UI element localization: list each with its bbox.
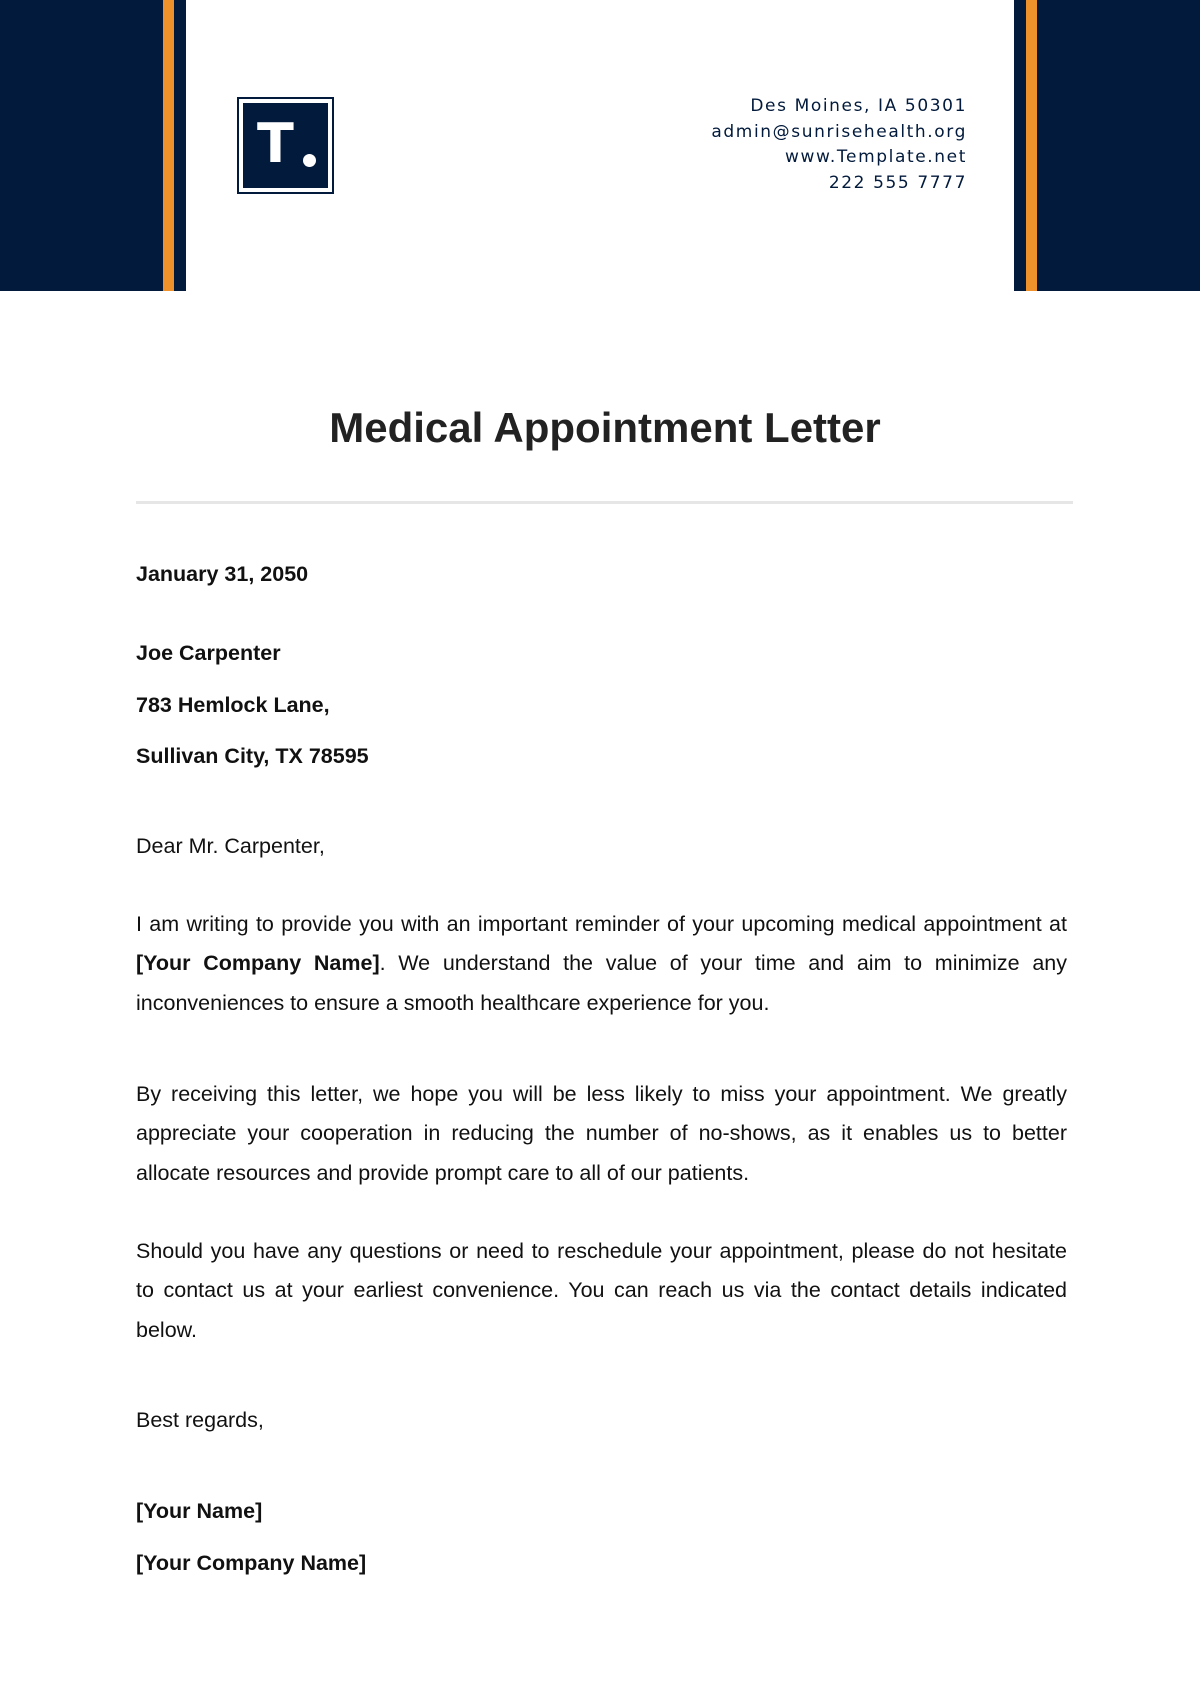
recipient-street: 783 Hemlock Lane, bbox=[136, 693, 330, 717]
contact-email: admin@sunrisehealth.org bbox=[711, 121, 967, 142]
paragraph-1-before: I am writing to provide you with an important reminder of your upcoming medical appointment at bbox=[136, 912, 1067, 936]
title-divider bbox=[136, 501, 1073, 504]
recipient-city: Sullivan City, TX 78595 bbox=[136, 744, 369, 768]
header-band-right bbox=[1014, 0, 1200, 291]
recipient-name: Joe Carpenter bbox=[136, 641, 281, 665]
paragraph-3: Should you have any questions or need to reschedule your appointment, please do not hesitate to contact us at your earliest convenience. You can reach us via the contact details indicated below. bbox=[136, 1239, 1067, 1342]
paragraph-1 bbox=[136, 905, 1067, 1023]
logo-mark bbox=[243, 103, 328, 188]
header-band-left bbox=[0, 0, 186, 291]
contact-website: www.Template.net bbox=[784, 147, 967, 167]
letter-date: January 31, 2050 bbox=[136, 562, 309, 586]
paragraph-1-after: . We understand the value of your time and aim to minimize any inconveniences to ensure a smooth healthcare experience for you. bbox=[136, 951, 1067, 1015]
salutation: Dear Mr. Carpenter, bbox=[136, 834, 325, 858]
company-logo bbox=[237, 97, 334, 194]
logo-dot bbox=[303, 154, 316, 167]
contact-address: Des Moines, IA 50301 bbox=[750, 96, 967, 116]
closing: Best regards, bbox=[136, 1408, 264, 1432]
paragraph-1-company: [Your Company Name] bbox=[136, 951, 380, 976]
contact-block bbox=[711, 94, 967, 196]
logo-letter: T bbox=[257, 112, 294, 175]
contact-phone: 222 555 7777 bbox=[828, 172, 967, 193]
paragraph-2: By receiving this letter, we hope you will be less likely to miss your appointment. We greatly appreciate your cooperation in reducing the number of no-shows, as it enables us to better allocate resources and provide prompt care to all of our patients. bbox=[136, 1082, 1067, 1185]
signature-company: [Your Company Name] bbox=[136, 1551, 367, 1575]
signature-name: [Your Name] bbox=[136, 1499, 263, 1523]
header-stripe-right bbox=[1026, 0, 1037, 291]
page-title: Medical Appointment Letter bbox=[329, 404, 881, 451]
header-stripe-left bbox=[163, 0, 174, 291]
